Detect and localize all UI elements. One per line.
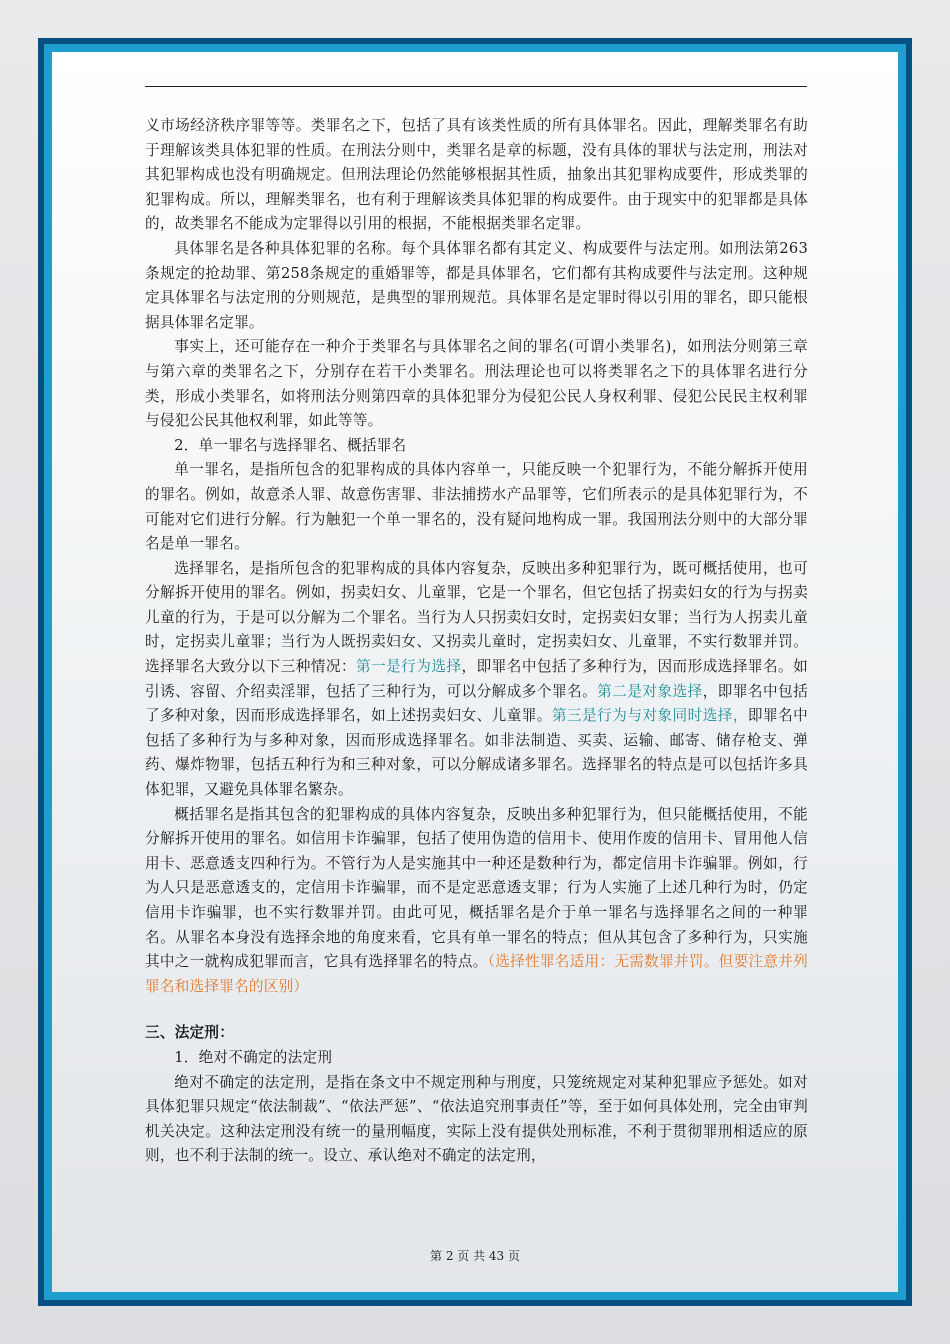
paragraph-subclass-charges: 事实上，还可能存在一种介于类罪名与具体罪名之间的罪名(可谓小类罪名)，如刑法分则第三章与第六章的类罪名之下，分别存在若干小类罪名。刑法理论也可以将类罪名之下的具体罪名进行分类，形成小类罪名，如将刑法分则第四章的具体犯罪分为侵犯公民人身权利罪、侵犯公民民主权利罪与侵犯公民其他权利罪，如此等等。 [145,338,808,430]
paragraph-selective-charge [145,557,808,803]
general-text: 概括罪名是指其包含的犯罪构成的具体内容复杂，反映出多种犯罪行为，但只能概括使用，不能分解拆开使用的罪名。如信用卡诈骗罪，包括了使用伪造的信用卡、使用作废的信用卡、冒用他人信用卡、恶意透支四种行为。不管行为人是实施其中一种还是数种行为，都定信用卡诈骗罪。例如，行为人只是恶意透支的，定信用卡诈骗罪，而不是定恶意透支罪；行为人实施了上述几种行为时，仍定信用卡诈骗罪，也不实行数罪并罚。由此可见，概括罪名是介于单一罪名与选择罪名之间的一种罪名。从罪名本身没有选择余地的角度来看，它具有单一罪名的特点；但从其包含了多种行为，只实施其中之一就构成犯罪而言，它具有选择罪名的特点。 [145,805,808,971]
header-rule [145,86,807,87]
paragraph-class-charges: 义市场经济秩序罪等等。类罪名之下，包括了具有该类性质的所有具体罪名。因此，理解类罪名有助于理解该类具体犯罪的性质。在刑法分则中，类罪名是章的标题，没有具体的罪状与法定刑，刑法对其犯罪构成也没有明确规定。但刑法理论仍然能够根据其性质，抽象出其犯罪构成要件，形成类罪的犯罪构成。所以，理解类罪名，也有利于理解该类具体犯罪的构成要件。由于现实中的犯罪都是具体的，故类罪名不能成为定罪得以引用的根据，不能根据类罪名定罪。 [145,117,808,233]
subheading-single-selective-general: 2．单一罪名与选择罪名、概括罪名 [174,436,407,454]
paragraph-specific-charges: 具体罪名是各种具体犯罪的名称。每个具体罪名都有其定义、构成要件与法定刑。如刑法第263条规定的抢劫罪、第258条规定的重婚罪等，都是具体罪名，它们都有其构成要件与法定刑。这种规定具体罪名与法定刑的分则规范，是典型的罪刑规范。具体罪名是定罪时得以引用的罪名，即只能根据具体罪名定罪。 [145,239,808,331]
paragraph-general-charge [145,803,808,1000]
paragraph-single-charge: 单一罪名，是指所包含的犯罪构成的具体内容单一，只能反映一个犯罪行为，不能分解拆开使用的罪名。例如，故意杀人罪、故意伤害罪、非法捕捞水产品罪等，它们所表示的是具体犯罪行为，不可能对它们进行分解。行为触犯一个单一罪名的，没有疑问地构成一罪。我国刑法分则中的大部分罪名是单一罪名。 [145,461,808,553]
document-body [145,114,808,1169]
highlight-behavior-object-selection: 第三是行为与对象同时选择， [551,707,748,725]
subheading-absolute-indeterminate: 1．绝对不确定的法定刑 [174,1048,333,1066]
page-number: 第 2 页 共 43 页 [430,1249,520,1263]
selective-text-3: ，即罪名中包括了多种对象，因而形成选择罪名，如上述拐卖妇女、儿童罪。 [145,682,808,725]
highlight-object-selection: 第二是对象选择 [597,682,703,700]
selective-text-4: 即罪名中包括了多种行为与多种对象，因而形成选择罪名。如非法制造、买卖、运输、邮寄、储存枪支、弹药、爆炸物罪，包括五种行为和三种对象，可以分解成诸多罪名。选择罪名的特点是可以包括许多具体犯罪，又避免具体罪名繁杂。 [145,707,808,799]
note-selective-application: （选择性罪名适用：无需数罪并罚。但要注意并列罪名和选择罪名的区别） [145,953,808,995]
highlight-behavior-selection: 第一是行为选择 [356,658,462,676]
selective-text-1: 选择罪名，是指所包含的犯罪构成的具体内容复杂，反映出多种犯罪行为，既可概括使用，也可分解拆开使用的罪名。例如，拐卖妇女、儿童罪，它是一个罪名，但它包括了拐卖妇女的行为与拐卖儿童的行为，于是可以分解为二个罪名。当行为人只拐卖妇女时，定拐卖妇女罪；当行为人拐卖儿童时，定拐卖儿童罪；当行为人既拐卖妇女、又拐卖儿童时，定拐卖妇女、儿童罪，不实行数罪并罚。选择罪名大致分以下三种情况： [145,559,808,676]
selective-text-2: ，即罪名中包括了多种行为，因而形成选择罪名。如引诱、容留、介绍卖淫罪，包括了三种行为，可以分解成多个罪名。 [145,658,808,700]
paragraph-absolute-indeterminate: 绝对不确定的法定刑，是指在条文中不规定刑种与刑度，只笼统规定对某种犯罪应予惩处。如对具体犯罪只规定“依法制裁”、“依法严惩”、“依法追究刑事责任”等，至于如何具体处刑，完全由审判机关决定。这种法定刑没有统一的量刑幅度，实际上没有提供处刑标准，不利于贯彻罪刑相适应的原则，也不利于法制的统一。设立、承认绝对不确定的法定刑， [145,1073,808,1165]
section-heading-statutory-penalty: 三、法定刑： [145,1024,235,1042]
